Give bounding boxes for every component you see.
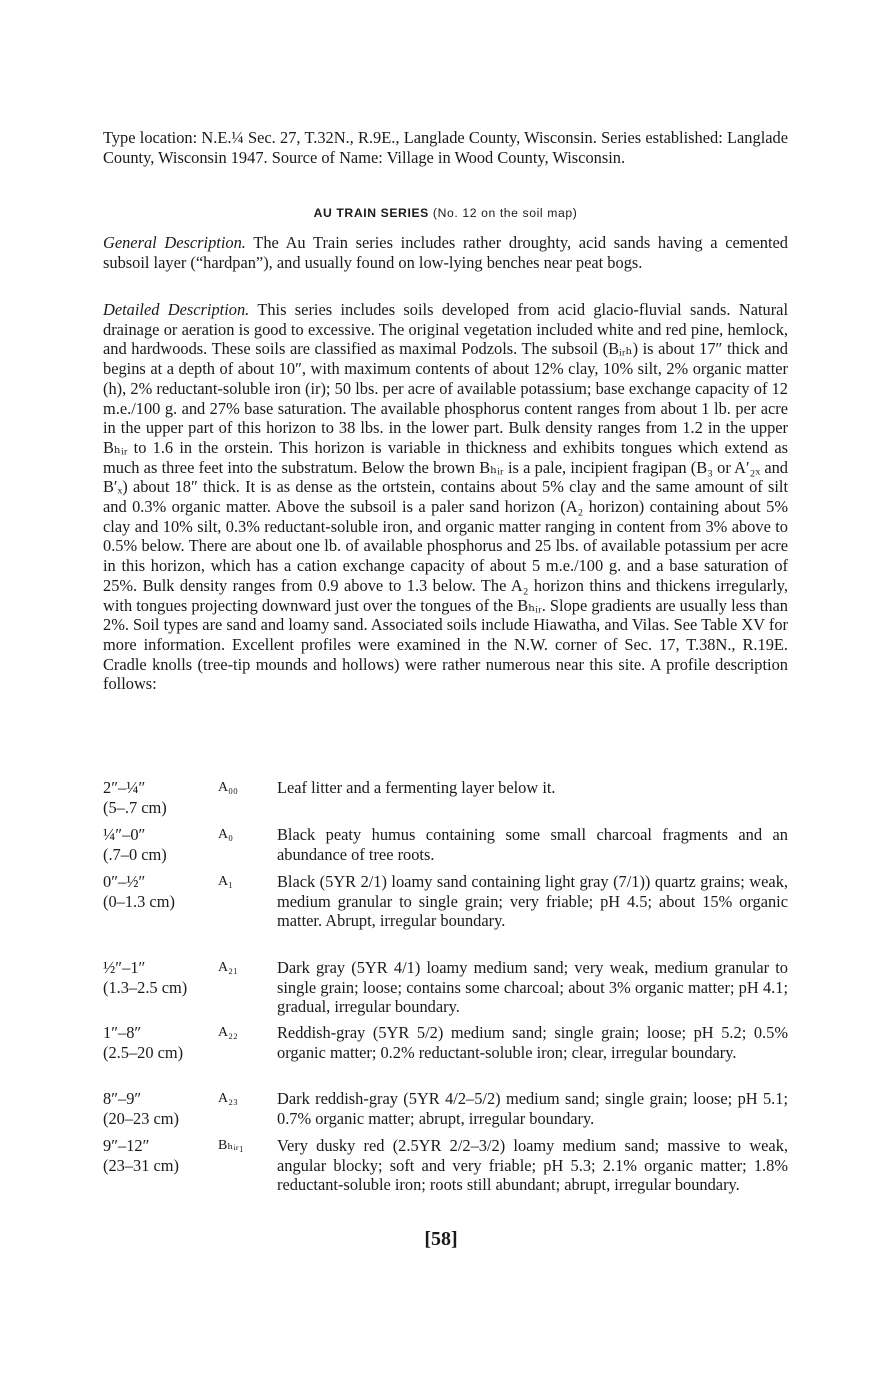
horizon-description: Dark gray (5YR 4/1) loamy medium sand; very weak, medium granular to single grain; loose; contains some charcoal; about 3% organic matter; pH 4.1; gradual, irregular boundary.	[277, 958, 788, 1017]
depth-cm: (23–31 cm)	[103, 1155, 180, 1175]
depth-cm: (20–23 cm)	[103, 1108, 180, 1128]
general-description-text: The Au Train series includes rather droughty, acid sands having a cemented subsoil layer (“hardpan”), and usually found on low-lying benches near peat bogs.	[103, 233, 788, 272]
general-description-lead: General Description.	[103, 233, 246, 252]
horizon-label: A₂₂	[218, 1025, 238, 1040]
horizon-label: A₁	[218, 874, 233, 889]
horizon-label: Bₕᵢᵣ₁	[218, 1138, 244, 1153]
profile-depth	[103, 1089, 218, 1128]
page-number: [58]	[424, 1228, 458, 1250]
depth-cm: (.7–0 cm)	[103, 844, 167, 864]
profile-depth	[103, 825, 218, 864]
horizon-description: Dark reddish-gray (5YR 4/2–5/2) medium sand; single grain; loose; pH 5.1; 0.7% organic matter; abrupt, irregular boundary.	[277, 1089, 788, 1128]
detailed-description-lead: Detailed Description.	[103, 300, 250, 319]
depth-cm: (1.3–2.5 cm)	[103, 977, 188, 997]
depth-inches: 2″–¼″	[103, 778, 146, 797]
section-note: (No. 12 on the soil map)	[432, 206, 578, 220]
horizon-description: Black (5YR 2/1) loamy sand containing light gray (7/1)) quartz grains; weak, medium granular to single grain; very friable; pH 4.5; about 15% organic matter. Abrupt, irregular boundary.	[277, 872, 788, 931]
depth-inches: ¼″–0″	[103, 825, 146, 844]
profile-depth	[103, 958, 218, 997]
horizon-label: A₀	[218, 827, 233, 842]
depth-cm: (2.5–20 cm)	[103, 1042, 184, 1062]
horizon-label: A₂₁	[218, 960, 238, 975]
general-description-paragraph	[103, 233, 788, 272]
depth-inches: 0″–½″	[103, 872, 146, 891]
profile-depth	[103, 1136, 218, 1175]
profile-depth	[103, 1023, 218, 1062]
horizon-description: Leaf litter and a fermenting layer below it.	[277, 778, 556, 797]
profile-depth	[103, 872, 218, 911]
profile-depth	[103, 778, 218, 817]
depth-inches: 1″–8″	[103, 1023, 142, 1042]
detailed-description-paragraph	[103, 300, 788, 694]
type-location-paragraph: Type location: N.E.¼ Sec. 27, T.32N., R.9E., Langlade County, Wisconsin. Series established: Langlade County, Wisconsin 1947. Source of Name: Village in Wood County, Wisconsin.	[103, 128, 788, 167]
horizon-description: Black peaty humus containing some small charcoal fragments and an abundance of tree roots.	[277, 825, 788, 864]
depth-inches: 9″–12″	[103, 1136, 150, 1155]
depth-cm: (5–.7 cm)	[103, 797, 167, 817]
horizon-label: A₂₃	[218, 1091, 238, 1106]
depth-inches: ½″–1″	[103, 958, 146, 977]
depth-cm: (0–1.3 cm)	[103, 891, 175, 911]
horizon-description: Reddish-gray (5YR 5/2) medium sand; single grain; loose; pH 5.2; 0.5% organic matter; 0.2% reductant-soluble iron; clear, irregular boundary.	[277, 1023, 788, 1062]
section-title: AU TRAIN SERIES	[313, 206, 429, 220]
section-heading	[103, 206, 788, 220]
horizon-label: A₀₀	[218, 780, 238, 795]
depth-inches: 8″–9″	[103, 1089, 142, 1108]
detailed-description-text: This series includes soils developed from acid glacio-fluvial sands. Natural drainage or aeration is good to excessive. The original vegetation included white and red pine, hemlock, and hardwoods. These soils are classified as maximal Podzols. The subsoil (Bᵢᵣₕ) is about 17″ thick and begins at a depth of about 10″, with maximum contents of about 12% clay, 10% silt, 2% organic matter (h), 2% reductant-soluble iron (ir); 50 lbs. per acre of available potassium; base exchange capacity of 12 m.e./100 g. and 27% base saturation. The available phosphorus content ranges from about 1 lb. per acre in the upper part of this horizon to 38 lbs. in the lower part. Bulk density ranges from 1.2 in the upper Bₕᵢᵣ to 1.6 in the orstein. This horizon is variable in thickness and exhibits tongues which extend as much as three feet into the substratum. Below the brown Bₕᵢᵣ is a pale, incipient fragipan (B₃ or A′₂ₓ and B′ₓ) about 18″ thick. It is as dense as the ortstein, contains about 5% clay and the same amount of silt and 0.3% organic matter. Above the subsoil is a paler sand horizon (A₂ horizon) containing about 5% clay and 10% silt, 0.3% reductant-soluble iron, and organic matter ranging in content from 3% above to 0.5% below. There are about one lb. of available phosphorus and 25 lbs. of available potassium per acre in this horizon, which has a cation exchange capacity of about 5 m.e./100 g. and a base saturation of 25%. Bulk density ranges from 0.9 above to 1.3 below. The A₂ horizon thins and thickens irregularly, with tongues projecting downward just over the tongues of the Bₕᵢᵣ. Slope gradients are usually less than 2%. Soil types are sand and loamy sand. Associated soils include Hiawatha, and Vilas. See Table XV for more information. Excellent profiles were examined in the N.W. corner of Sec. 17, T.38N., R.19E. Cradle knolls (tree-tip mounds and hollows) were rather numerous near this site. A profile description follows:	[103, 300, 789, 694]
horizon-description: Very dusky red (2.5YR 2/2–3/2) loamy medium sand; massive to weak, angular blocky; soft and very friable; pH 5.3; 2.1% organic matter; 1.8% reductant-soluble iron; roots still abundant; abrupt, irregular boundary.	[277, 1136, 788, 1195]
